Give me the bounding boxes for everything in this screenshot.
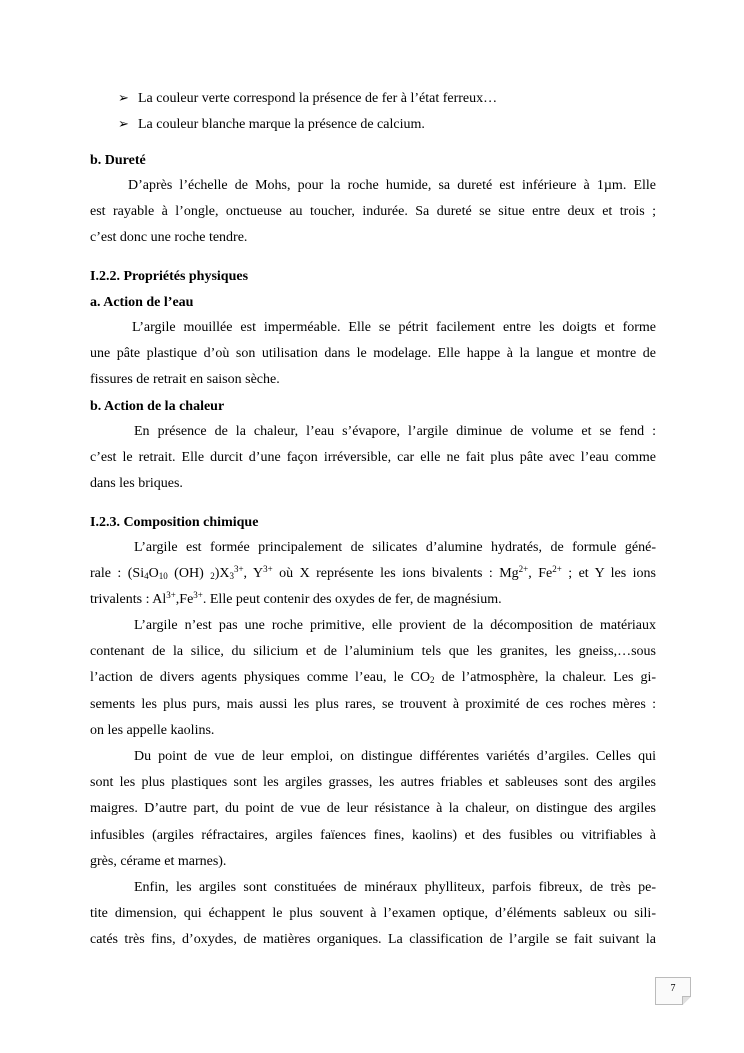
paragraph-durete: D’après l’échelle de Mohs, pour la roche humide, sa dureté est inférieure à 1µm. Elle est rayable à l’ongle, onctueuse au toucher, indurée. Sa dureté se situe entre deux et trois ; c’est donc une roche tendre. xyxy=(90,178,656,246)
paragraph-composition-4: Enfin, les argiles sont constituées de minéraux phylliteux, parfois fibreux, de très pe- tite dimension, qui échappent le plus souvent à l’examen optique, d’éléments sableux ou sili- catés très fins, d’oxydes, de matières organiques. La classification de l’argile se fait suivant la xyxy=(90,880,656,948)
heading-action-chaleur: b. Action de la chaleur xyxy=(90,399,225,414)
bullet-item: ➢ La couleur verte correspond la présence de fer à l’état ferreux… xyxy=(118,90,498,106)
formula-line: rale : ($Si_4O_{10}$ (OH) $_2)X_3^{3+}$, $Y^{3+}$ où X représente les ions bivalents : $Mg^{2+}$, $Fe^{2+}$ ; et Y les ions xyxy=(90,564,656,582)
page-number: 7 xyxy=(655,977,691,1005)
paragraph-composition-1: L’argile est formée principalement de silicates d’alumine hydratés, de formule géné- rale : ($Si_4O_{10}$ (OH) $_2)X_3^{3+}$, $Y^{3+}$ où X représente les ions bivalents : $Mg^{2+}$, $Fe^{2+}$ ; et Y les ions trivalents : $Al^{3+},Fe^{3+}$. Elle peut contenir des oxydes de fer, de magnésium. xyxy=(90,540,656,608)
bullet-item: ➢ La couleur blanche marque la présence de calcium. xyxy=(118,116,425,132)
paragraph-action-chaleur: En présence de la chaleur, l’eau s’évapore, l’argile diminue de volume et se fend : c’est le retrait. Elle durcit d’une façon irréversible, car elle ne fait plus pâte avec l’eau comme dans les briques. xyxy=(90,424,656,492)
paragraph-action-eau: L’argile mouillée est imperméable. Elle se pétrit facilement entre les doigts et forme une pâte plastique d’où son utilisation dans le modelage. Elle happe à la langue et montre de fissures de retrait en saison sèche. xyxy=(90,320,656,388)
paragraph-composition-3: Du point de vue de leur emploi, on distingue différentes variétés d’argiles. Celles qui sont les plus plastiques sont les argiles grasses, les autres friables et sableuses sont des argiles maigres. D’autre part, du point de vue de leur résistance à la chaleur, on distingue des argiles infusibles (argiles réfractaires, argiles faïences fines, kaolins) et des fusibles ou vitrifiables à grès, cérame et marnes). xyxy=(90,749,656,869)
arrow-bullet-icon: ➢ xyxy=(118,116,129,131)
heading-durete: b. Dureté xyxy=(90,153,146,168)
heading-proprietes-physiques: I.2.2. Propriétés physiques xyxy=(90,269,249,284)
heading-composition-chimique: I.2.3. Composition chimique xyxy=(90,515,259,530)
heading-action-eau: a. Action de l’eau xyxy=(90,295,194,310)
arrow-bullet-icon: ➢ xyxy=(118,90,129,105)
paragraph-composition-2: L’argile n’est pas une roche primitive, elle provient de la décomposition de matériaux contenant de la silice, du silicium et de l’aluminium tels que les granites, les gneiss,…sous l’action de divers agents physiques comme l’eau, le $CO_2$ de l’atmosphère, la chaleur. Les gi- sements les plus purs, mais aussi les plus rares, se trouvent à proximité de ces roches mères : on les appelle kaolins. xyxy=(90,618,656,738)
